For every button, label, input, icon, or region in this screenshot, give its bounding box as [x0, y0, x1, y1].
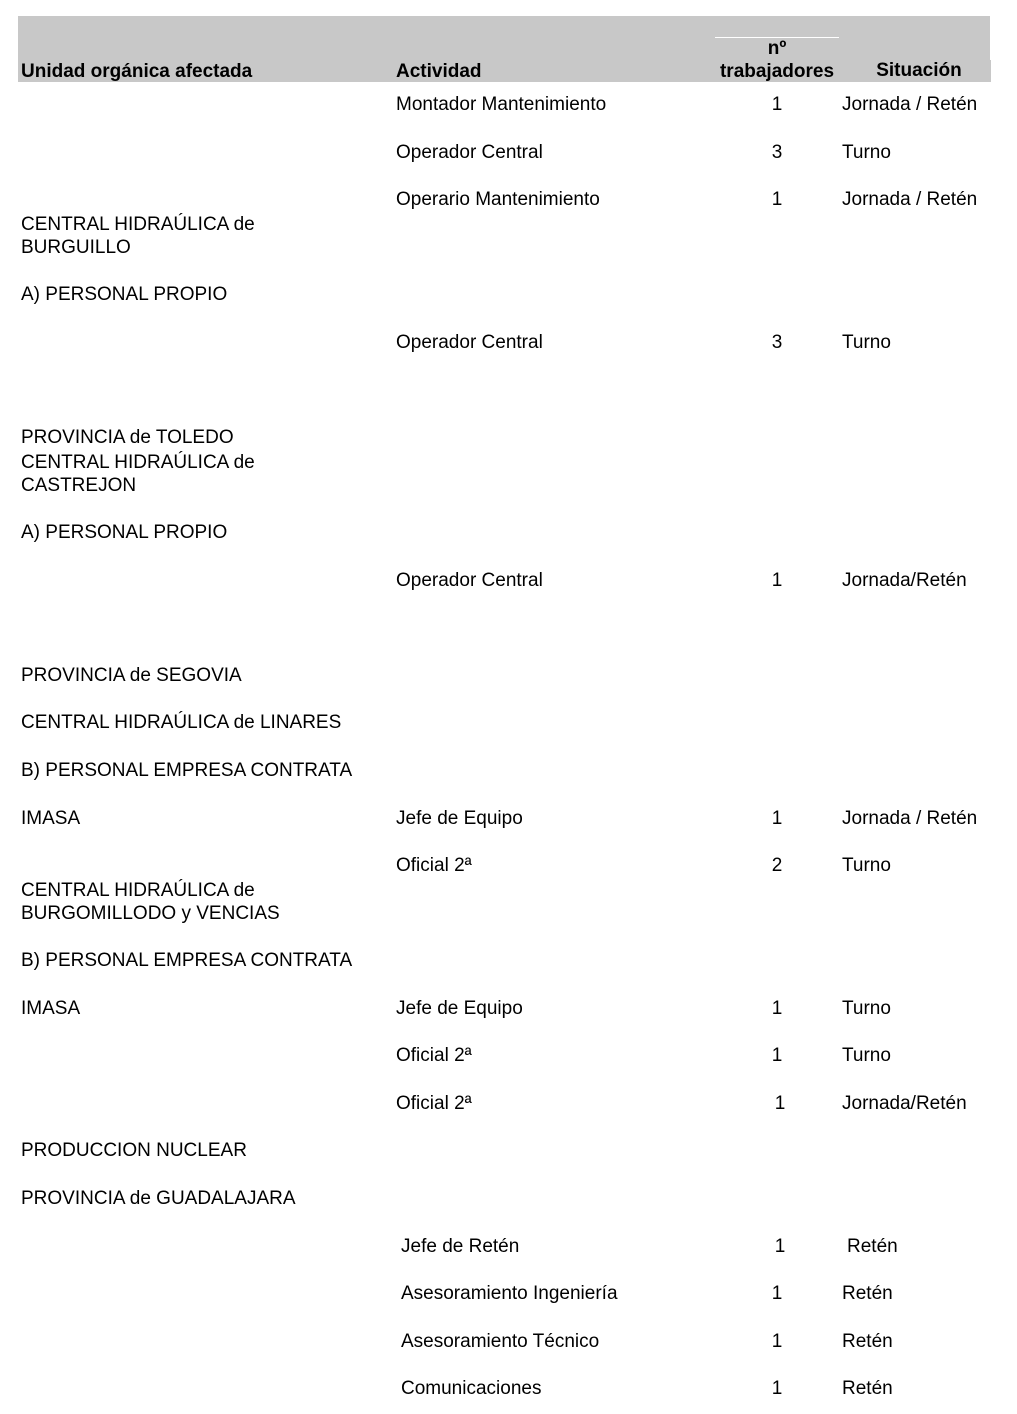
header-situacion-label: Situación [876, 60, 962, 81]
unit-burguillo-personal: A) PERSONAL PROPIO [21, 284, 228, 305]
province-toledo: PROVINCIA de TOLEDO [21, 427, 234, 448]
row-13-situacion: Retén [842, 1378, 893, 1399]
row-7-unidad: IMASA [21, 998, 81, 1019]
unit-linares: CENTRAL HIDRAÚLICA de LINARES [21, 712, 342, 733]
row-3-num: 3 [771, 332, 783, 353]
unit-burguillo-line2: BURGUILLO [21, 237, 131, 258]
row-5-num: 1 [771, 808, 783, 829]
row-10-situacion: Retén [847, 1236, 898, 1257]
unit-castrejon-personal: A) PERSONAL PROPIO [21, 522, 228, 543]
row-9-situacion: Jornada/Retén [842, 1093, 967, 1114]
row-11-actividad: Asesoramiento Ingeniería [401, 1283, 618, 1304]
row-1-situacion: Turno [842, 142, 891, 163]
row-11-situacion: Retén [842, 1283, 893, 1304]
row-3-actividad: Operador Central [396, 332, 543, 353]
row-7-actividad: Jefe de Equipo [396, 998, 523, 1019]
row-5-unidad: IMASA [21, 808, 81, 829]
row-6-situacion: Turno [842, 855, 891, 876]
row-13-num: 1 [771, 1378, 783, 1399]
row-12-actividad: Asesoramiento Técnico [401, 1331, 600, 1352]
section-nuclear: PRODUCCION NUCLEAR [21, 1140, 247, 1161]
row-1-num: 3 [771, 142, 783, 163]
unit-castrejon-line2: CASTREJON [21, 475, 137, 496]
header-num-top [715, 16, 839, 37]
row-4-situacion: Jornada/Retén [842, 570, 967, 591]
row-13-actividad: Comunicaciones [401, 1378, 542, 1399]
header-actividad-label: Actividad [396, 61, 482, 82]
row-6-actividad: Oficial 2ª [396, 855, 472, 876]
row-7-num: 1 [771, 998, 783, 1019]
row-9-actividad: Oficial 2ª [396, 1093, 472, 1114]
unit-burgomillodo-line2: BURGOMILLODO y VENCIAS [21, 903, 280, 924]
header-num [715, 38, 839, 82]
row-0-num: 1 [771, 94, 783, 115]
row-9-num: 1 [774, 1093, 786, 1114]
row-8-actividad: Oficial 2ª [396, 1045, 472, 1066]
header-unidad-label: Unidad orgánica afectada [21, 61, 253, 82]
row-12-num: 1 [771, 1331, 783, 1352]
province-segovia: PROVINCIA de SEGOVIA [21, 665, 242, 686]
row-4-actividad: Operador Central [396, 570, 543, 591]
row-6-num: 2 [771, 855, 783, 876]
province-guadalajara: PROVINCIA de GUADALAJARA [21, 1188, 296, 1209]
row-8-num: 1 [771, 1045, 783, 1066]
header-situacion-bottom [839, 60, 991, 82]
header-num-line2: trabajadores [719, 61, 835, 82]
row-10-num: 1 [774, 1236, 786, 1257]
row-1-actividad: Operador Central [396, 142, 543, 163]
row-12-situacion: Retén [842, 1331, 893, 1352]
row-8-situacion: Turno [842, 1045, 891, 1066]
unit-castrejon-line1: CENTRAL HIDRAÚLICA de [21, 452, 255, 473]
header-unidad [18, 16, 394, 82]
row-0-situacion: Jornada / Retén [842, 94, 978, 115]
header-num-line1: nº [767, 38, 787, 59]
row-5-actividad: Jefe de Equipo [396, 808, 523, 829]
header-actividad [393, 16, 715, 82]
unit-burguillo-line1: CENTRAL HIDRAÚLICA de [21, 214, 255, 235]
unit-burgomillodo-line1: CENTRAL HIDRAÚLICA de [21, 880, 255, 901]
header-situacion [839, 16, 990, 60]
row-11-num: 1 [771, 1283, 783, 1304]
row-0-actividad: Montador Mantenimiento [396, 94, 607, 115]
unit-linares-personal: B) PERSONAL EMPRESA CONTRATA [21, 760, 353, 781]
row-10-actividad: Jefe de Retén [401, 1236, 520, 1257]
row-4-num: 1 [771, 570, 783, 591]
row-2-actividad: Operario Mantenimiento [396, 189, 600, 210]
unit-burgomillodo-personal: B) PERSONAL EMPRESA CONTRATA [21, 950, 353, 971]
row-2-num: 1 [771, 189, 783, 210]
row-2-situacion: Jornada / Retén [842, 189, 978, 210]
row-3-situacion: Turno [842, 332, 891, 353]
row-5-situacion: Jornada / Retén [842, 808, 978, 829]
row-7-situacion: Turno [842, 998, 891, 1019]
